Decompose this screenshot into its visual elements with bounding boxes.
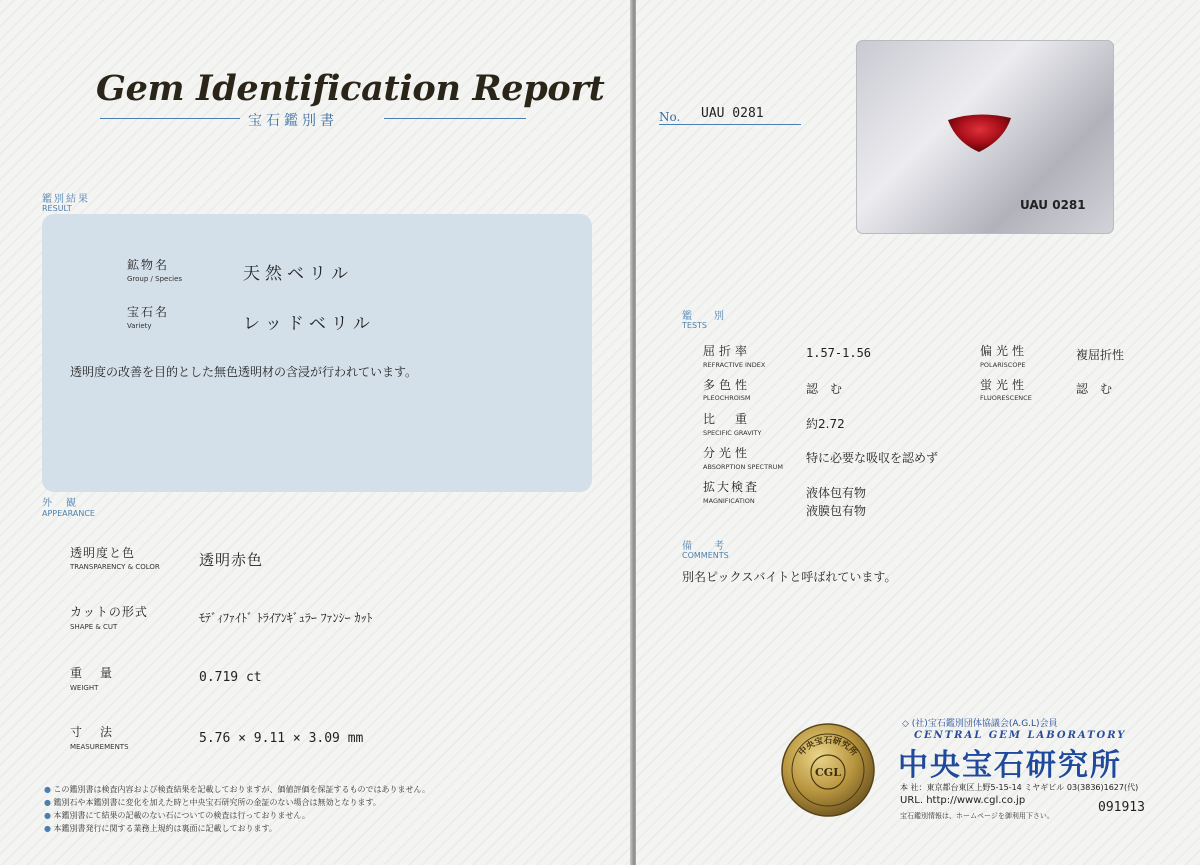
appearance-heading-jp: 外 観 xyxy=(42,498,78,509)
magnification-value: 液体包有物 xyxy=(806,486,867,500)
specific-gravity-label-jp: 比 重 xyxy=(703,412,752,426)
polariscope-label-en: POLARISCOPE xyxy=(980,361,1026,369)
footnote: ● 本鑑別書発行に関する業務上規約は裏面に記載しております。 xyxy=(44,824,277,833)
svg-text:CGL: CGL xyxy=(815,766,841,779)
lab-info: 宝石鑑別情報は、ホームページを御利用下さい。 xyxy=(900,812,1054,820)
refractive-index-value: 1.57-1.56 xyxy=(806,346,872,360)
serial-number: 091913 xyxy=(1098,800,1145,815)
measurements-label-jp: 寸 法 xyxy=(70,725,116,739)
lab-url: URL. http://www.cgl.co.jp xyxy=(900,795,1026,806)
gold-seal-icon xyxy=(780,722,876,818)
lab-address: 本 社：東京都台東区上野5-15-14 ミヤギビル 03(3836)1627(代) xyxy=(900,783,1139,792)
report-title: Gem Identification Report xyxy=(96,68,605,109)
svg-text:中央宝石研究所: 中央宝石研究所 xyxy=(797,735,859,759)
fluorescence-label-jp: 蛍光性 xyxy=(980,378,1029,392)
appearance-heading-en: APPEARANCE xyxy=(42,509,95,518)
result-heading-en: RESULT xyxy=(42,204,72,213)
variety-value: レッドベリル xyxy=(243,314,375,334)
cut-value: ﾓﾃﾞｨﾌｧｲﾄﾞ ﾄﾗｲｱﾝｷﾞｭﾗｰ ﾌｧﾝｼｰ ｶｯﾄ xyxy=(199,611,373,625)
treatment-note: 透明度の改善を目的とした無色透明材の含浸が行われています。 xyxy=(70,365,418,379)
spectrum-label-en: ABSORPTION SPECTRUM xyxy=(703,463,783,471)
lab-seal xyxy=(780,722,876,818)
report-number: UAU 0281 xyxy=(701,106,764,121)
comments-heading-jp: 備 考 xyxy=(682,541,730,552)
specific-gravity-value: 約2.72 xyxy=(806,417,845,431)
weight-value: 0.719 ct xyxy=(199,670,262,685)
footnote: ● この鑑別書は検査内容および検査結果を記載しておりますが、価値評価を保証するものではありません。 xyxy=(44,785,431,794)
fluorescence-label-en: FLUORESCENCE xyxy=(980,394,1032,402)
weight-label-jp: 重 量 xyxy=(70,666,116,680)
tests-heading-jp: 鑑 別 xyxy=(682,311,730,322)
measurements-value: 5.76 × 9.11 × 3.09 mm xyxy=(199,731,364,746)
refractive-index-label-en: REFRACTIVE INDEX xyxy=(703,361,766,369)
transparency-label-jp: 透明度と色 xyxy=(70,546,136,560)
subtitle-rule-right xyxy=(384,118,526,119)
result-panel xyxy=(42,214,592,492)
magnification-value-2: 液膜包有物 xyxy=(806,504,867,518)
transparency-value: 透明赤色 xyxy=(199,551,264,569)
cut-label-jp: カットの形式 xyxy=(70,605,148,619)
diamond-icon: ◇ xyxy=(902,719,909,729)
variety-label-jp: 宝石名 xyxy=(127,305,170,319)
report-subtitle: 宝石鑑別書 xyxy=(248,113,338,129)
comments-text: 別名ピックスバイトと呼ばれています。 xyxy=(682,570,897,584)
species-label-en: Group / Species xyxy=(127,275,183,283)
polariscope-value: 複屈折性 xyxy=(1076,348,1125,362)
cut-label-en: SHAPE & CUT xyxy=(70,623,118,631)
lab-name-en: CENTRAL GEM LABORATORY xyxy=(914,730,1127,741)
measurements-label-en: MEASUREMENTS xyxy=(70,743,129,751)
pleochroism-label-jp: 多色性 xyxy=(703,378,752,392)
fluorescence-value: 認 む xyxy=(1076,382,1113,396)
refractive-index-label-jp: 屈折率 xyxy=(703,344,752,358)
species-value: 天然ベリル xyxy=(243,264,353,284)
footnote: ● 本鑑別書にて結果の記載のない石についての検査は行っておりません。 xyxy=(44,811,310,820)
variety-label-en: Variety xyxy=(127,322,152,330)
specific-gravity-label-en: SPECIFIC GRAVITY xyxy=(703,429,762,437)
result-heading-jp: 鑑別結果 xyxy=(42,194,90,205)
red-gem-icon xyxy=(948,114,1011,152)
lab-name-jp: 中央宝石研究所 xyxy=(898,748,1122,783)
report-number-label: No. xyxy=(659,110,681,124)
magnification-label-en: MAGNIFICATION xyxy=(703,497,755,505)
pleochroism-label-en: PLEOCHROISM xyxy=(703,394,751,402)
tests-heading-en: TESTS xyxy=(682,321,707,330)
footnote: ● 鑑別石や本鑑別書に変化を加えた時と中央宝石研究所の金証のない場合は無効となります。 xyxy=(44,798,381,807)
spectrum-label-jp: 分光性 xyxy=(703,446,752,460)
magnification-label-jp: 拡大検査 xyxy=(703,480,760,494)
photo-label: UAU 0281 xyxy=(1020,198,1086,212)
comments-heading-en: COMMENTS xyxy=(682,551,729,560)
subtitle-rule-left xyxy=(100,118,240,119)
spectrum-value: 特に必要な吸収を認めず xyxy=(806,451,939,465)
species-label-jp: 鉱物名 xyxy=(127,258,170,272)
lab-association: ◇ (社)宝石鑑別団体協議会(A.G.L)会員 xyxy=(902,719,1058,729)
polariscope-label-jp: 偏光性 xyxy=(980,344,1029,358)
transparency-label-en: TRANSPARENCY & COLOR xyxy=(70,563,160,571)
weight-label-en: WEIGHT xyxy=(70,684,99,692)
pleochroism-value: 認 む xyxy=(806,382,843,396)
report-number-rule xyxy=(659,124,801,125)
